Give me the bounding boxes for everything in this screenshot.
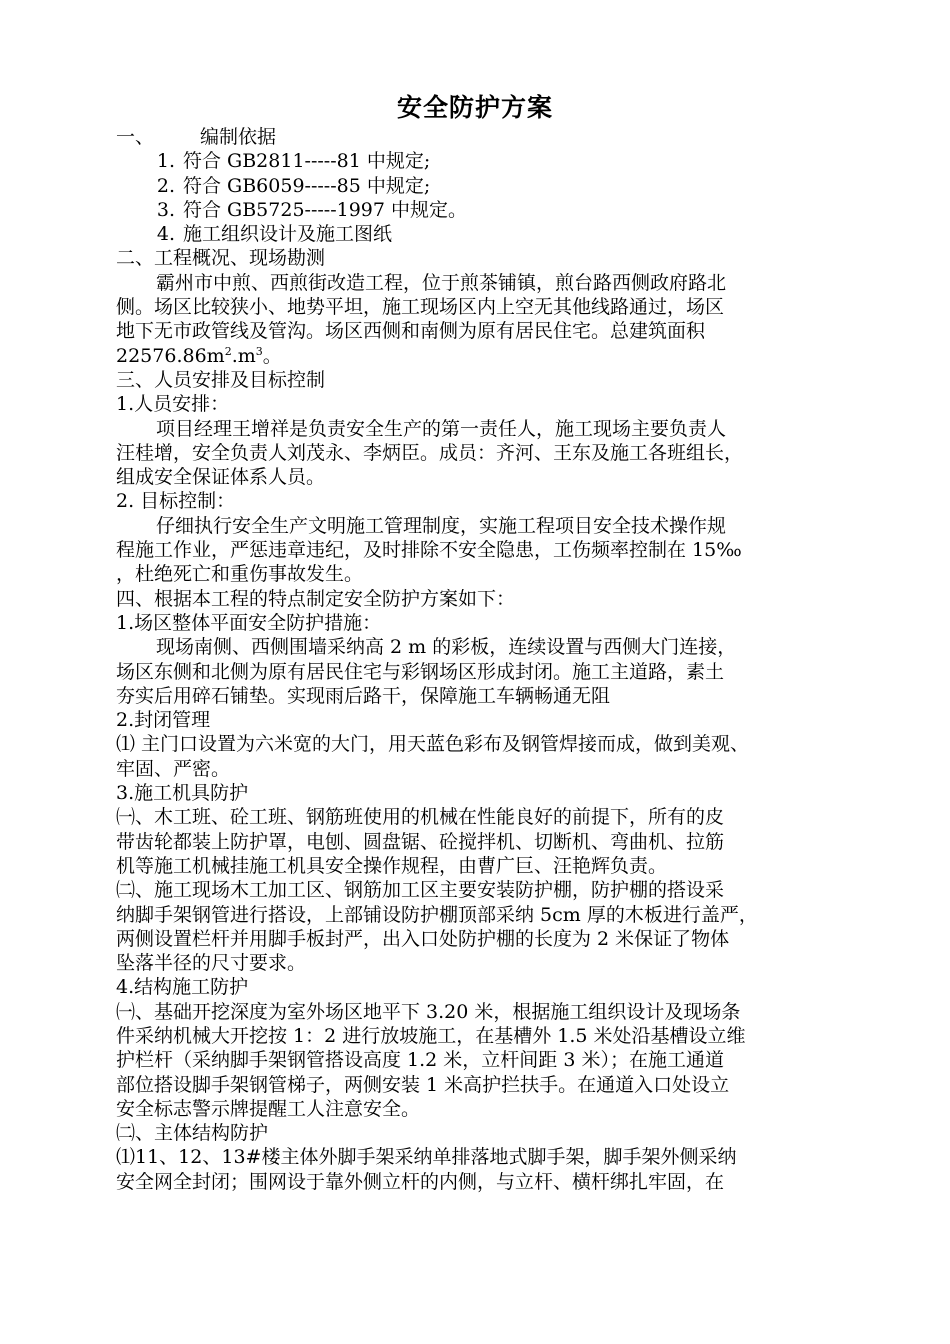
document-title: 安全防护方案 [396, 93, 553, 122]
paragraph-line: 带齿轮都装上防护罩，电刨、圆盘锯、砼搅拌机、切断机、弯曲机、拉筋 [116, 830, 725, 853]
subsection-heading: 4.结构施工防护 [116, 976, 249, 999]
list-item: 2. 符合 GB6059-----85 中规定; [156, 174, 431, 197]
section-heading: 三、人员安排及目标控制 [116, 368, 326, 391]
section-number: 一、 [116, 126, 155, 148]
paragraph-line: 现场南侧、西侧围墙采纳高 2 m 的彩板，连续设置与西侧大门连接， [156, 636, 737, 659]
paragraph-line: 件采纳机械大开挖按 1：2 进行放坡施工，在基槽外 1.5 米处沿基槽设立维 [116, 1024, 746, 1047]
section-heading-text: 编制依据 [200, 126, 277, 148]
paragraph-line: 牢固、严密。 [116, 757, 231, 780]
paragraph-line: 安全网全封闭；围网设于靠外侧立杆的内侧，与立杆、横杆绑扎牢固，在 [116, 1170, 725, 1193]
paragraph-line: ㈡、主体结构防护 [116, 1122, 269, 1145]
area-value-line: $22576.86m^2.m^3$。 [116, 344, 282, 367]
paragraph-line: 两侧设置栏杆并用脚手板封严，出入口处防护棚的长度为 2 米保证了物体 [116, 927, 730, 950]
paragraph-line: 纳脚手架钢管进行搭设，上部铺设防护棚顶部采纳 5cm 厚的木板进行盖严， [116, 903, 758, 926]
subsection-heading: 2. 目标控制： [116, 490, 236, 513]
paragraph-line: 汪桂增，安全负责人刘茂永、李炳臣。成员：齐河、王东及施工各班组长， [116, 441, 744, 464]
list-item: 3. 符合 GB5725-----1997 中规定。 [156, 198, 468, 221]
paragraph-line: 场区东侧和北侧为原有居民住宅与彩钢场区形成封闭。施工主道路，素土 [116, 660, 725, 683]
paragraph-line: ⑴11、12、13#楼主体外脚手架采纳单排落地式脚手架，脚手架外侧采纳 [116, 1146, 737, 1169]
paragraph-line: 安全标志警示牌提醒工人注意安全。 [116, 1097, 421, 1120]
paragraph-line: 部位搭设脚手架钢管梯子，两侧安装 1 米高护拦扶手。在通道入口处设立 [116, 1073, 730, 1096]
paragraph-line: ㈡、施工现场木工加工区、钢筋加工区主要安装防护棚，防护棚的搭设采 [116, 879, 725, 902]
list-item: 1. 符合 GB2811-----81 中规定; [156, 150, 431, 173]
paragraph-line: 霸州市中煎、西煎街改造工程，位于煎茶铺镇，煎台路西侧政府路北 [156, 271, 727, 294]
paragraph-line: 坠落半径的尺寸要求。 [116, 952, 307, 975]
paragraph-line: ㈠、基础开挖深度为室外场区地平下 3.20 米，根据施工组织设计及现场条 [116, 1000, 741, 1023]
paragraph-line: 地下无市政管线及管沟。场区西侧和南侧为原有居民住宅。总建筑面积 [116, 320, 706, 343]
subsection-heading: 3.施工机具防护 [116, 782, 249, 805]
paragraph-line: 机等施工机械挂施工机具安全操作规程，由曹广巨、汪艳辉负责。 [116, 854, 668, 877]
paragraph-line: 护栏杆（采纳脚手架钢管搭设高度 1.2 米，立杆间距 3 米）；在施工通道 [116, 1049, 724, 1072]
paragraph-line: ，杜绝死亡和重伤事故发生。 [116, 563, 364, 586]
paragraph-line: 组成安全保证体系人员。 [116, 466, 326, 489]
section-heading: 二、工程概况、现场勘测 [116, 247, 326, 270]
paragraph-line: 项目经理王增祥是负责安全生产的第一责任人，施工现场主要负责人 [156, 417, 727, 440]
paragraph-line: 程施工作业，严惩违章违纪，及时排除不安全隐患，工伤频率控制在 15‰ [116, 539, 742, 562]
subsection-heading: 1.人员安排： [116, 393, 230, 416]
document-body [116, 125, 840, 1194]
section-heading: 四、根据本工程的特点制定安全防护方案如下： [116, 587, 516, 610]
subsection-heading: 2.封闭管理 [116, 709, 211, 732]
paragraph-line: 侧。场区比较狭小、地势平坦，施工现场区内上空无其他线路通过，场区 [116, 296, 725, 319]
paragraph-line: 夯实后用碎石铺垫。实现雨后路干，保障施工车辆畅通无阻 [116, 684, 611, 707]
paragraph-line: ㈠、木工班、砼工班、钢筋班使用的机械在性能良好的前提下，所有的皮 [116, 806, 725, 829]
subsection-heading: 1.场区整体平面安全防护措施： [116, 611, 382, 634]
paragraph-line: ⑴ 主门口设置为六米宽的大门，用天蓝色彩布及钢管焊接而成，做到美观、 [116, 733, 750, 756]
paragraph-line: 仔细执行安全生产文明施工管理制度，实施工程项目安全技术操作规 [156, 514, 727, 537]
list-item: 4. 施工组织设计及施工图纸 [156, 223, 393, 246]
section-heading [116, 125, 840, 149]
